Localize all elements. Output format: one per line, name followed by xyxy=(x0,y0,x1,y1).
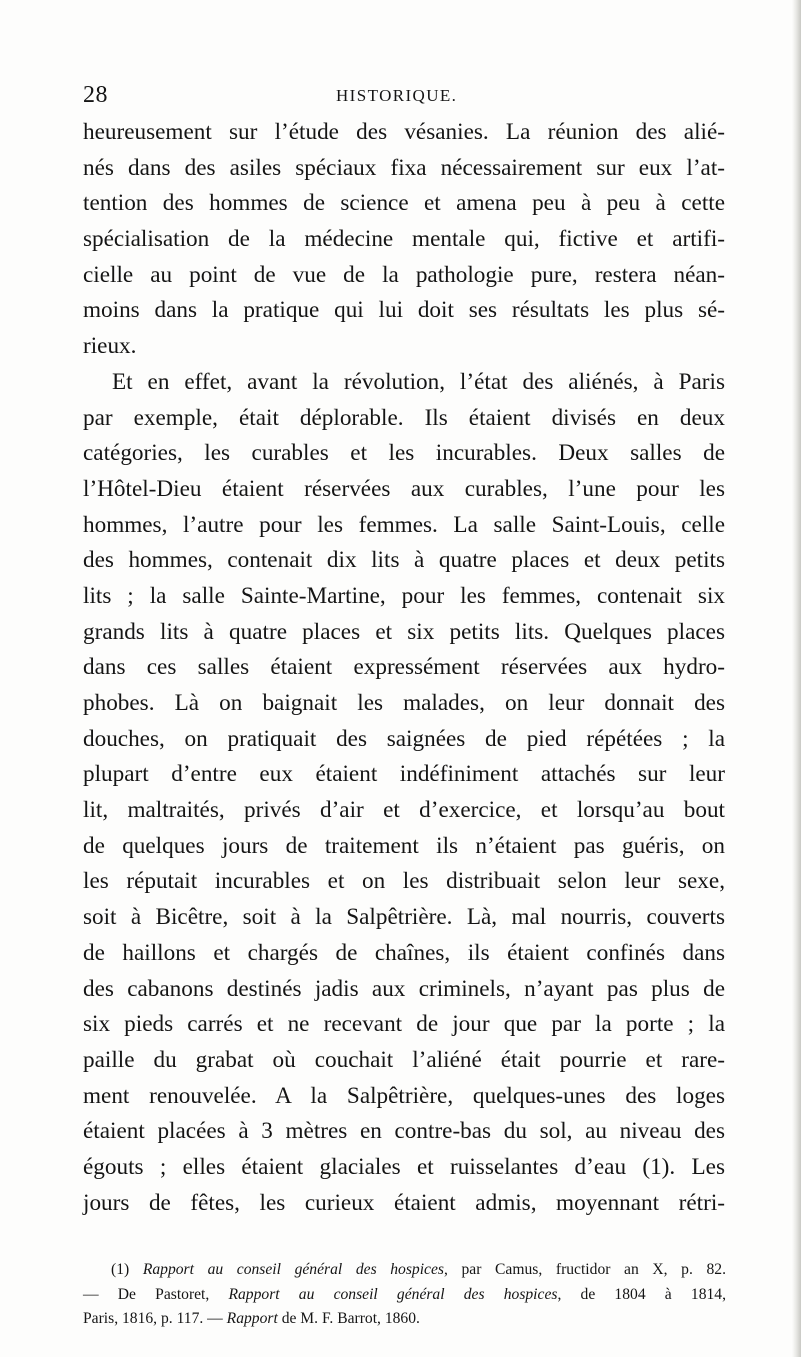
footnote-text: de M. F. Barrot, 1860. xyxy=(277,1310,420,1327)
text-line: Et en effet, avant la révolution, l’état des aliénés, à Paris xyxy=(112,368,725,395)
page-edge-shadow xyxy=(792,0,801,1357)
footnote-line xyxy=(83,1283,726,1308)
text-line: de quelques jours de traitement ils n’étaient pas guéris, on xyxy=(83,832,725,859)
text-line: plupart d’entre eux étaient indéfiniment attachés sur leur xyxy=(83,761,725,788)
footnote-text: , de 1804 à 1814, xyxy=(557,1285,727,1303)
footnote-text: — De Pastoret, xyxy=(83,1285,229,1303)
text-line: catégories, les curables et les incurables. Deux salles de xyxy=(83,440,725,467)
footnote-text: , par Camus, fructidor an X, p. 82. xyxy=(443,1261,727,1278)
footnote-marker: (1) xyxy=(111,1261,130,1278)
text-line: par exemple, était déplorable. Ils étaient divisés en deux xyxy=(83,404,725,431)
text-line: grands lits à quatre places et six petits lits. Quelques places xyxy=(83,618,725,645)
footnote-line xyxy=(83,1307,726,1332)
text-line: des cabanons destinés jadis aux criminels, n’ayant pas plus de xyxy=(83,975,725,1002)
text-line: hommes, l’autre pour les femmes. La salle Saint-Louis, celle xyxy=(83,511,725,538)
text-line: des hommes, contenait dix lits à quatre places et deux petits xyxy=(83,547,725,574)
text-line: douches, on pratiquait des saignées de pied répétées ; la xyxy=(83,725,725,752)
page-number: 28 xyxy=(83,82,108,108)
text-line: lits ; la salle Sainte-Martine, pour les femmes, contenait six xyxy=(83,582,725,609)
running-head: HISTORIQUE. xyxy=(336,86,458,105)
text-line: nés dans des asiles spéciaux fixa nécessairement sur eux l’at- xyxy=(83,154,725,181)
text-line: rieux. xyxy=(83,333,137,360)
text-line: lit, maltraités, privés d’air et d’exercice, et lorsqu’au bout xyxy=(83,797,725,824)
text-line: paille du grabat où couchait l’aliéné était pourrie et rare- xyxy=(83,1046,725,1073)
text-line: heureusement sur l’étude des vésanies. La réunion des alié- xyxy=(83,119,725,145)
text-line: six pieds carrés et ne recevant de jour que par la porte ; la xyxy=(83,1011,725,1038)
text-line: dans ces salles étaient expressément réservées aux hydro- xyxy=(83,654,725,681)
text-line: moins dans la pratique qui lui doit ses résultats les plus sé- xyxy=(83,297,725,324)
body-text xyxy=(83,115,725,1221)
text-line: cielle au point de vue de la pathologie pure, restera néan- xyxy=(83,261,725,288)
footnote-italic-text: Rapport au conseil général des hospices xyxy=(228,1285,558,1303)
text-line: soit à Bicêtre, soit à la Salpêtrière. Là, mal nourris, couverts xyxy=(83,904,725,931)
footnote-text: Paris, 1816, p. 117. — xyxy=(83,1310,227,1327)
text-line: spécialisation de la médecine mentale qui, fictive et artifi- xyxy=(83,226,725,253)
text-line: ment renouvelée. A la Salpêtrière, quelques-unes des loges xyxy=(83,1082,725,1109)
page-header xyxy=(83,80,723,110)
text-line: égouts ; elles étaient glaciales et ruisselantes d’eau (1). Les xyxy=(83,1153,725,1180)
footnotes xyxy=(83,1258,726,1332)
text-line: les réputait incurables et on les distribuait selon leur sexe, xyxy=(83,868,725,895)
footnote-italic-text: Rapport au conseil général des hospices xyxy=(142,1261,444,1278)
text-line: étaient placées à 3 mètres en contre-bas du sol, au niveau des xyxy=(83,1118,725,1145)
footnote-line xyxy=(83,1258,726,1283)
text-line: phobes. Là on baignait les malades, on leur donnait des xyxy=(83,690,725,716)
footnote-italic-text: Rapport xyxy=(226,1310,278,1327)
text-line: tention des hommes de science et amena peu à peu à cette xyxy=(83,190,725,217)
text-line: jours de fêtes, les curieux étaient admis, moyennant rétri- xyxy=(83,1189,725,1216)
text-line: de haillons et chargés de chaînes, ils étaient confinés dans xyxy=(83,939,725,966)
text-line: l’Hôtel-Dieu étaient réservées aux curables, l’une pour les xyxy=(83,475,725,502)
